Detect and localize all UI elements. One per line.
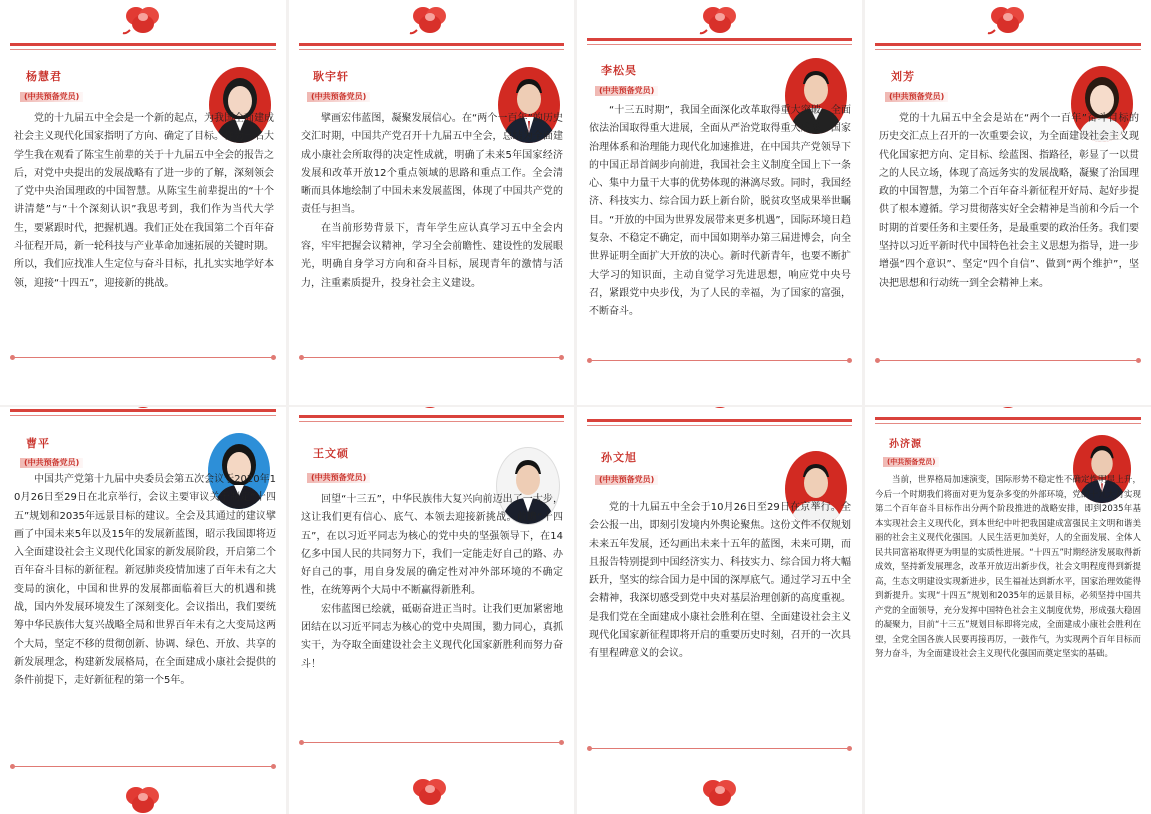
essay-paragraph: 擘画宏伟蓝图，凝聚发展信心。在“两个一百年”的历史交汇时期，中国共产党召开十九届五中全会，总结为全面建成小康社会所取得的决定性成就，明确了未来5年国家经济发展和改革开放12个重点领域的思路和重点工作。全会清晰而具体地绘制了中国未来发展蓝图，体现了中国共产党的责任与担当。 bbox=[301, 113, 563, 216]
member-name: 王文硕 bbox=[313, 447, 349, 460]
essay-text bbox=[301, 110, 563, 293]
essay-paragraph: 回望“十三五”，中华民族伟大复兴向前迈出了一大步，这让我们更有信心、底气、本领去迎接新挑战。前瞻“十四五”，在以习近平同志为核心的党中央的坚强领导下，在14亿多中国人民的共同努力下，我们一定能走好自己的路、办好自己的事，用自身发展的确定性对冲外部环境的不确定性，在统筹两个大局中不断赢得新胜利。 bbox=[301, 494, 563, 597]
essay-text bbox=[14, 110, 274, 293]
party-status-tag: (中共预备党员) bbox=[595, 86, 658, 96]
member-name: 耿宇轩 bbox=[313, 70, 349, 83]
flower-icon bbox=[122, 782, 164, 814]
essay-text bbox=[589, 102, 851, 322]
member-name: 曹平 bbox=[26, 437, 50, 450]
essay-paragraph: 党的十九届五中全会是一个新的起点，为我国全面建成社会主义现代化国家指明了方向、确定了目标。作为一名大学生我在观看了陈宝生前辈的关于十九届五中全会的报告之后，对党中央提出的发展战略有了进一步的了解，深刻领会了党中央治国理政的中国智慧。从陈宝生前辈提出的“十个讲清楚”与“十个深刻认识”我思考到，我们作为当代大学生，要紧跟时代，把握机遇。我们正处在我国第二个百年奋斗征程开局，新一轮科技与产业革命加速拓展的关键时期。所以，我们应找准人生定位与奋斗目标，扎扎实实地学好本领，迎接“十四五”，迎接新的挑战。 bbox=[14, 113, 274, 289]
flower-icon bbox=[122, 2, 164, 36]
card-li-songhao bbox=[577, 0, 862, 405]
header-divider bbox=[587, 419, 852, 426]
card-liu-fang bbox=[865, 0, 1151, 405]
card-yang-huijun bbox=[0, 0, 286, 405]
member-name: 孙文旭 bbox=[601, 451, 637, 464]
flower-icon bbox=[699, 775, 741, 809]
header-divider bbox=[875, 417, 1141, 424]
card-sun-wenxu bbox=[577, 407, 862, 814]
essay-paragraph: 中国共产党第十九届中央委员会第五次会议于2020年10月26日至29日在北京举行，会议主要审议关于制定“十四五”规划和2035年远景目标的建议。全会及其通过的建议擘画了中国未来5年以及15年的发展新蓝图，昭示我国即将迈入全面建设社会主义现代化国家的新发展阶段，开启第二个百年奋斗目标的新征程。新冠肺炎疫情加速了百年未有之大变局的演化，中国和世界的发展都面临着巨大的机遇和挑战，国内外发展环境发生了深刻变化。会议指出，我们要统筹中华民族伟大复兴战略全局和世界百年未有之大变局这两个大局，坚定不移的贯彻创新、协调、绿色、开放、共享的新发展理念，构建新发展格局，在全面建成小康社会提供的条件前提下，走好新征程的第一个5年。 bbox=[14, 474, 276, 687]
header-divider bbox=[10, 409, 276, 416]
footer-divider bbox=[589, 360, 850, 361]
essay-text bbox=[14, 471, 276, 691]
header-divider bbox=[299, 415, 564, 422]
member-name: 杨慧君 bbox=[26, 70, 62, 83]
flower-icon bbox=[409, 774, 451, 808]
flower-icon bbox=[409, 2, 451, 36]
card-cao-ping bbox=[0, 407, 286, 814]
flower-icon bbox=[699, 2, 741, 36]
party-status-tag: (中共预备党员) bbox=[20, 92, 83, 102]
essay-text bbox=[589, 499, 851, 664]
essay-paragraph: 在当前形势背景下，青年学生应认真学习五中全会内容，牢牢把握会议精神，学习全会前瞻性、建设性的发展眼光，明确自身学习方向和奋斗目标，展现青年的激情与活力，注重素质提升，投身社会主义建设。 bbox=[301, 222, 563, 289]
card-sun-jiyuan bbox=[865, 407, 1151, 814]
header-divider bbox=[10, 43, 276, 50]
member-name: 刘芳 bbox=[891, 70, 915, 83]
footer-divider bbox=[877, 360, 1139, 361]
header-divider bbox=[875, 43, 1141, 50]
essay-text bbox=[301, 491, 563, 674]
header-divider bbox=[299, 43, 564, 50]
party-status-tag: (中共预备党员) bbox=[883, 457, 939, 467]
footer-divider bbox=[301, 357, 562, 358]
essay-paragraph: 党的十九届五中全会于10月26日至29日在京举行。全会公报一出，即刻引发境内外舆论聚焦。这份文件不仅规划未来五年发展，还勾画出未来十五年的蓝图，未来可期，而且报告特别提到中国经济实力、科技实力、综合国力将大幅跃升，坚实的综合国力是中国的深厚底气。通过学习五中全会精神，我深切感受到党中央对基层治理创新的高度重视。是我们党在全面建成小康社会胜利在望、全面建设社会主义现代化国家新征程即将开启的重要历史时刻，召开的一次具有里程碑意义的会议。 bbox=[589, 502, 851, 660]
party-status-tag: (中共预备党员) bbox=[20, 458, 83, 468]
party-status-tag: (中共预备党员) bbox=[307, 473, 370, 483]
essay-paragraph: 党的十九届五中全会是站在“两个一百年”奋斗目标的历史交汇点上召开的一次重要会议，为全面建设社会主义现代化国家把方向、定目标、绘蓝图、指路径，彰显了一以贯之的人民立场，体现了高远务实的发展战略，凝聚了治国理政的中国智慧，为第二个百年奋斗新征程开好局、起好步提供了根本遵循。学习贯彻落实好全会精神是当前和今后一个时期的首要任务和主要任务，是最重要的政治任务。我们要坚持以习近平新时代中国特色社会主义思想为指导，进一步增强“四个意识”、坚定“四个自信”、做到“两个维护”，坚决把思想和行动统一到全会精神上来。 bbox=[879, 113, 1139, 289]
flower-icon bbox=[987, 2, 1029, 36]
footer-divider bbox=[301, 742, 562, 743]
card-geng-yuxuan bbox=[289, 0, 574, 405]
party-status-tag: (中共预备党员) bbox=[307, 92, 370, 102]
flower-icon bbox=[699, 407, 741, 411]
party-status-tag: (中共预备党员) bbox=[595, 475, 658, 485]
party-status-tag: (中共预备党员) bbox=[885, 92, 948, 102]
card-wang-wenshuo bbox=[289, 407, 574, 814]
essay-paragraph: “十三五时期”，我国全面深化改革取得重大突破，全面依法治国取得重大进展，全面从严治党取得重大成果，国家治理体系和治理能力现代化加速推进，在中国共产党领导下的中国正昂首阔步向前进，我国社会主义制度全国上下一条心、集中力量干大事的优势体现的淋漓尽致。同时，我国经济、科技实力、综合国力跃上新台阶，脱贫攻坚成果举世瞩目。“开放的中国为世界发展带来更多机遇”，国际环境日趋复杂、不稳定不确定，而中国如期举办第三届进博会，向全世界证明全面扩大开放的决心。新时代新青年，也要不断扩大学习的知识面，主动自觉学习先进思想，响应党中央号召，紧跟党中央步伐，为了人民的幸福，为了国家的富强，不断奋斗。 bbox=[589, 105, 851, 318]
essay-text bbox=[875, 473, 1141, 662]
essay-paragraph: 当前，世界格局加速演变，国际形势不稳定性不确定性明显上升，今后一个时期我们将面对更为复杂多变的外部环境，党的十九大对实现第二个百年奋斗目标作出分两个阶段推进的战略安排，即到2035年基本实现社会主义现代化，到本世纪中叶把我国建成富强民主文明和谐美丽的社会主义现代化强国。人民生活更加美好，人的全面发展、全体人民共同富裕取得更为明显的实质性进展。“十四五”时期经济发展取得新成效，坚持新发展理念，改革开放迈出新步伐，社会文明程度得到新提高，生态文明建设实现新进步，民生福祉达到新水平，国家治理效能得到新提升。实现“十四五”规划和2035年的远景目标，必须坚持中国共产党的全面领导，充分发挥中国特色社会主义制度优势，形成强大稳固的凝聚力，目前“十三五”规划目标即将完成，全面建成小康社会胜利在望，全党全国各族人民要再接再厉，一鼓作气，为实现两个百年目标而努力奋斗，为全面建设社会主义现代化强国而奠定坚实的基础。 bbox=[875, 475, 1141, 659]
essay-paragraph: 宏伟蓝图已绘就，砥砺奋进正当时。让我们更加紧密地团结在以习近平同志为核心的党中央周围，勠力同心，真抓实干，为夺取全面建设社会主义现代化国家新胜利而努力奋斗！ bbox=[301, 603, 563, 670]
header-divider bbox=[587, 38, 852, 45]
essay-text bbox=[879, 110, 1139, 293]
footer-divider bbox=[12, 766, 274, 767]
flower-icon bbox=[987, 407, 1029, 411]
flower-icon bbox=[409, 407, 451, 411]
footer-divider bbox=[589, 748, 850, 749]
member-name: 李松昊 bbox=[601, 64, 637, 77]
footer-divider bbox=[12, 357, 274, 358]
member-name: 孙济源 bbox=[889, 439, 922, 450]
